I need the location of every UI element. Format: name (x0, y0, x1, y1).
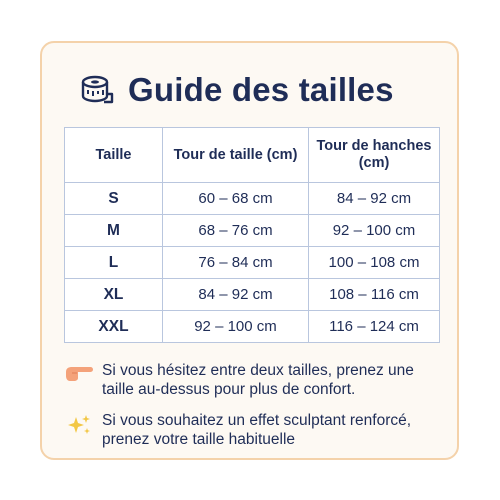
table-row (65, 247, 440, 279)
sparkles-icon (64, 413, 94, 433)
note-item (64, 411, 444, 449)
size-cell: M (65, 215, 163, 247)
table-row (65, 183, 440, 215)
table-row (65, 279, 440, 311)
measuring-tape-icon (80, 73, 114, 107)
hips-cell: 92 – 100 cm (309, 215, 440, 247)
column-header-hips: Tour de hanches (cm) (309, 128, 440, 183)
size-cell: S (65, 183, 163, 215)
notes-section (64, 361, 444, 461)
table-row (65, 215, 440, 247)
size-cell: L (65, 247, 163, 279)
waist-cell: 92 – 100 cm (163, 311, 309, 343)
hips-cell: 84 – 92 cm (309, 183, 440, 215)
table-row (65, 311, 440, 343)
size-guide-card (40, 41, 459, 460)
hips-cell: 116 – 124 cm (309, 311, 440, 343)
size-table (64, 127, 440, 343)
note-text: Si vous hésitez entre deux tailles, prenez une taille au-dessus pour plus de confort. (102, 362, 414, 398)
page-title: Guide des tailles (128, 71, 394, 108)
waist-cell: 68 – 76 cm (163, 215, 309, 247)
note-text: Si vous souhaitez un effet sculptant renforcé, prenez votre taille habituelle (102, 412, 412, 448)
waist-cell: 76 – 84 cm (163, 247, 309, 279)
hips-cell: 100 – 108 cm (309, 247, 440, 279)
waist-cell: 84 – 92 cm (163, 279, 309, 311)
note-item (64, 361, 444, 399)
title-row (80, 69, 394, 111)
size-cell: XL (65, 279, 163, 311)
size-cell: XXL (65, 311, 163, 343)
column-header-waist: Tour de taille (cm) (163, 128, 309, 183)
hips-cell: 108 – 116 cm (309, 279, 440, 311)
waist-cell: 60 – 68 cm (163, 183, 309, 215)
pointing-hand-icon (64, 363, 94, 383)
column-header-size: Taille (65, 128, 163, 183)
table-header-row (65, 128, 440, 183)
